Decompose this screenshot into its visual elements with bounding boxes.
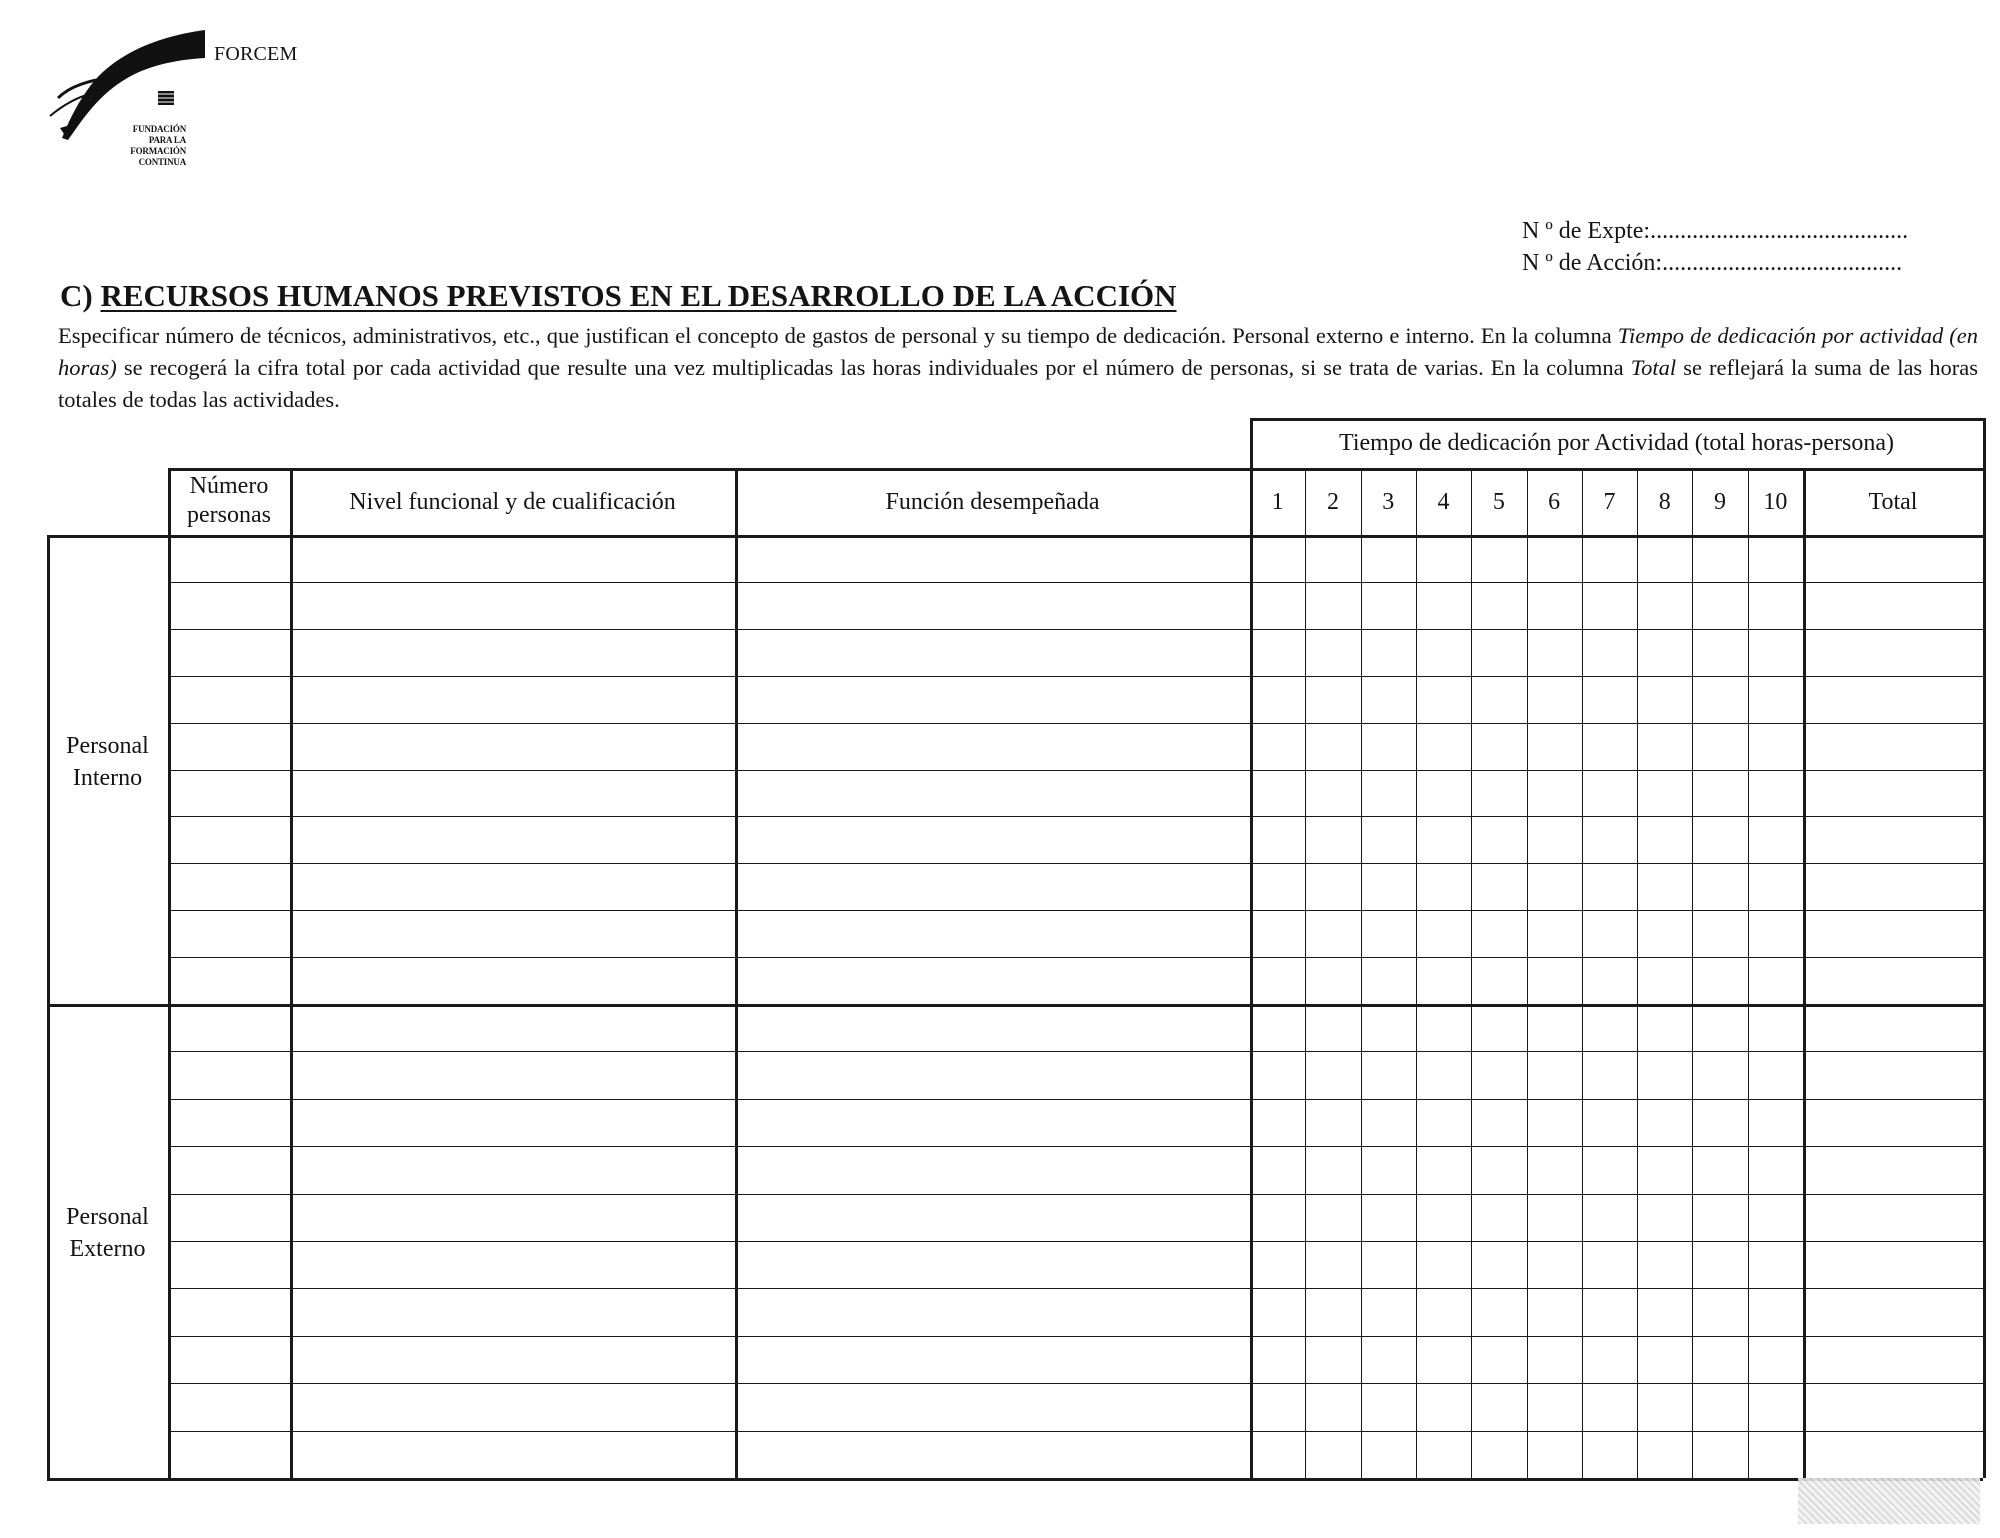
funcion-desempenada-header: Función desempeñada <box>885 489 1100 515</box>
nivel-funcional-header: Nivel funcional y de cualificación <box>349 489 676 515</box>
instructions-emphasis-2: Total <box>1630 355 1677 380</box>
accion-label: N º de Acción: <box>1522 250 1663 276</box>
table-row-divider <box>168 770 1983 771</box>
table-row-divider <box>168 723 1983 724</box>
numero-left-border <box>168 468 171 1478</box>
activity-column-divider <box>1748 468 1749 1478</box>
table-row-divider <box>168 1099 1983 1100</box>
instructions-part-3: se reflejará la suma de las horas totales de todas las actividades. <box>58 355 1978 412</box>
activity-group-header: Tiempo de dedicación por Actividad (total horas-persona) <box>1339 430 1894 456</box>
table-row-divider <box>168 957 1983 958</box>
group-divider <box>47 1004 1983 1007</box>
table-row-divider <box>168 1288 1983 1289</box>
group-label-externo <box>47 1201 168 1265</box>
table-right-border <box>1983 418 1986 1478</box>
total-left-border <box>1803 468 1806 1478</box>
funcion-left-border <box>735 468 738 1478</box>
logo-subtitle-line-2: PARA LA <box>148 135 186 145</box>
table-row-divider <box>168 1383 1983 1384</box>
activity-column-divider <box>1305 468 1306 1478</box>
activity-header-6: 6 <box>1548 489 1561 515</box>
table-row-divider <box>168 1146 1983 1147</box>
activity-column-divider <box>1582 468 1583 1478</box>
table-row-divider <box>168 863 1983 864</box>
logo-subtitle-line-1: FUNDACIÓN <box>132 124 186 134</box>
activity-header-4: 4 <box>1437 489 1450 515</box>
logo-subtitle-line-4: CONTINUA <box>138 157 186 167</box>
table-row-divider <box>168 629 1983 630</box>
activity-header-1: 1 <box>1271 489 1284 515</box>
total-header: Total <box>1868 489 1918 515</box>
activity-header-10: 10 <box>1763 489 1788 515</box>
group-label-line: Interno <box>72 765 143 791</box>
activity-column-divider <box>1416 468 1417 1478</box>
group-header-top-border <box>1250 418 1983 421</box>
numero-personas-header-line: personas <box>187 502 271 528</box>
activity-header-2: 2 <box>1326 489 1339 515</box>
activity-column-divider <box>1361 468 1362 1478</box>
expediente-label: N º de Expte: <box>1522 218 1651 244</box>
table-row-divider <box>168 676 1983 677</box>
activity-header-5: 5 <box>1492 489 1505 515</box>
activity-column-divider <box>1692 468 1693 1478</box>
table-row-divider <box>168 1431 1983 1432</box>
instructions-part-1: Especificar número de técnicos, administrativos, etc., que justifican el concepto de gastos de personal y su tiempo de dedicación. Personal externo e interno. En la columna <box>58 323 1618 348</box>
table-row-divider <box>168 1241 1983 1242</box>
table-row-divider <box>168 582 1983 583</box>
instructions-part-2: se recogerá la cifra total por cada actividad que resulte una vez multiplicadas las horas individuales por el número de personas, si se trata de varias. En la columna <box>116 355 1631 380</box>
activity-header-9: 9 <box>1714 489 1727 515</box>
instructions-emphasis-1: Tiempo de dedicación por actividad (en horas) <box>58 323 1979 380</box>
logo-subtitle-line-3: FORMACIÓN <box>130 146 186 156</box>
numero-personas-header-line: Número <box>189 473 269 499</box>
activity-left-border <box>1250 418 1253 1478</box>
expediente-dots: ........................................... <box>1650 218 1909 244</box>
group-label-interno <box>47 730 168 794</box>
accion-dots: ........................................ <box>1662 250 1903 276</box>
activity-header-8: 8 <box>1658 489 1671 515</box>
section-prefix: C) <box>60 278 93 313</box>
activity-column-divider <box>1527 468 1528 1478</box>
logo-wordmark: FORCEM <box>214 43 298 65</box>
section-title-text: RECURSOS HUMANOS PREVISTOS EN EL DESARROLLO DE LA ACCIÓN <box>100 278 1177 313</box>
activity-column-divider <box>1637 468 1638 1478</box>
stamp-mark <box>1798 1478 1980 1524</box>
table-row-divider <box>168 910 1983 911</box>
nivel-left-border <box>290 468 293 1478</box>
group-label-line: Personal <box>66 1204 149 1230</box>
numero-personas-header <box>168 472 290 530</box>
header-top-border <box>168 468 1983 471</box>
table-row-divider <box>168 1194 1983 1195</box>
activity-header-7: 7 <box>1603 489 1616 515</box>
table-row-divider <box>168 1051 1983 1052</box>
group-label-line: Externo <box>69 1236 146 1262</box>
table-bottom-border <box>47 1478 1983 1481</box>
table-row-divider <box>168 816 1983 817</box>
group-label-line: Personal <box>66 733 149 759</box>
activity-column-divider <box>1471 468 1472 1478</box>
activity-header-3: 3 <box>1382 489 1395 515</box>
table-row-divider <box>168 1336 1983 1337</box>
